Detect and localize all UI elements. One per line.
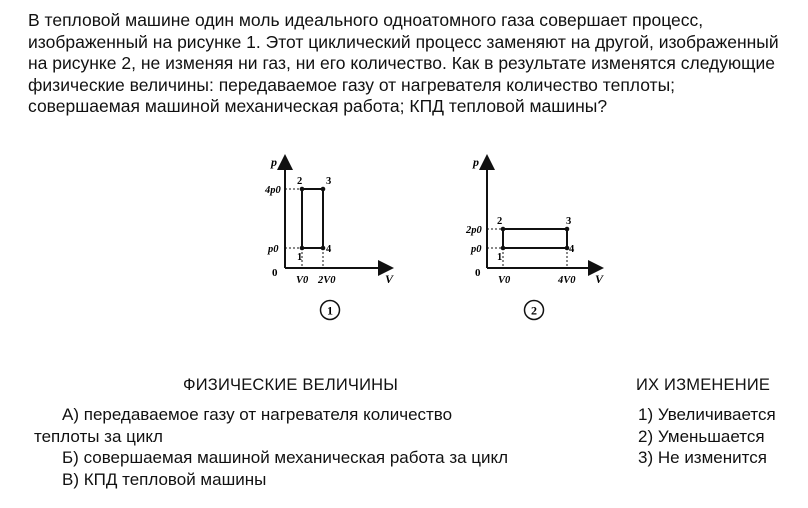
fig1-label-4: 4	[326, 244, 332, 255]
quantity-a-text: передаваемое газу от нагревателя количество	[83, 405, 453, 424]
change-option-3-num: 3)	[638, 448, 654, 467]
fig1-number: 1	[327, 303, 333, 318]
quantity-a-letter: А)	[62, 405, 79, 424]
fig2-cycle	[503, 229, 567, 248]
fig2-origin-label: 0	[475, 267, 481, 279]
change-option-3-text: Не изменится	[657, 448, 767, 467]
fig2-axis-p-label: p	[473, 155, 479, 169]
fig1-axis-p-label: p	[271, 155, 277, 169]
fig1-tick-v0: V0	[296, 275, 309, 286]
quantity-c-letter: В)	[62, 469, 79, 489]
quantity-b-letter: Б)	[62, 448, 79, 467]
quantity-b-text: совершаемая машиной механическая работа за цикл	[83, 448, 509, 467]
fig1-point-4	[321, 246, 326, 251]
fig1-label-1: 1	[297, 252, 303, 263]
fig1-label-3: 3	[326, 176, 332, 187]
fig2-number: 2	[531, 303, 537, 318]
change-option-2-text: Уменьшается	[657, 426, 765, 446]
fig1-point-3	[321, 187, 326, 192]
pv-diagrams-svg	[250, 152, 610, 332]
quantities-list	[34, 404, 604, 490]
fig2-axis-v-label: V	[595, 272, 604, 286]
fig2-tick-2p0: 2p0	[466, 225, 482, 236]
quantity-b	[34, 447, 604, 469]
change-option-1	[638, 404, 808, 426]
fig1-point-2	[300, 187, 305, 192]
changes-list	[638, 404, 808, 469]
fig2-point-3	[565, 227, 570, 232]
question-text: В тепловой машине один моль идеального одноатомного газа совершает процесс, изображенный на рисунке 1. Этот циклический процесс заменяют на другой, изображенный на рисунке 2, не изменяя ни газ, ни его количество. Как в результате изменятся следующие физические величины: передаваемое газу от нагревателя количество теплоты; совершаемая машиной механическая работа; КПД тепловой машины?	[28, 10, 779, 116]
change-option-3	[638, 447, 808, 469]
fig2-tick-p0: p0	[471, 244, 482, 255]
quantity-a-continuation: теплоты за цикл	[34, 426, 163, 446]
fig1-axis-v-label: V	[385, 272, 394, 286]
fig1-label-2: 2	[297, 176, 303, 187]
pv-diagrams	[250, 152, 610, 332]
change-option-2	[638, 426, 808, 448]
fig2-label-2: 2	[497, 216, 503, 227]
fig1-tick-4p0: 4p0	[265, 185, 281, 196]
fig1-cycle	[302, 189, 323, 248]
change-option-2-num: 2)	[638, 426, 654, 446]
column-header-quantities: ФИЗИЧЕСКИЕ ВЕЛИЧИНЫ	[183, 376, 399, 394]
fig2-label-4: 4	[569, 244, 575, 255]
figure-1	[264, 155, 394, 320]
quantity-c	[34, 469, 604, 491]
fig2-point-1	[501, 246, 506, 251]
quantity-a	[34, 404, 604, 426]
fig2-label-1: 1	[497, 252, 503, 263]
fig1-tick-2v0: 2V0	[318, 275, 336, 286]
change-option-1-text: Увеличивается	[657, 405, 776, 424]
fig1-origin-label: 0	[272, 267, 278, 279]
change-option-1-num: 1)	[638, 405, 654, 424]
fig2-point-2	[501, 227, 506, 232]
fig1-point-1	[300, 246, 305, 251]
column-header-changes: ИХ ИЗМЕНЕНИЕ	[636, 376, 771, 394]
figure-2	[465, 155, 604, 320]
fig2-label-3: 3	[566, 216, 572, 227]
quantity-c-text: КПД тепловой машины	[83, 469, 267, 489]
fig1-tick-p0: p0	[268, 244, 279, 255]
fig2-tick-v0: V0	[498, 275, 511, 286]
fig2-tick-4v0: 4V0	[558, 275, 576, 286]
